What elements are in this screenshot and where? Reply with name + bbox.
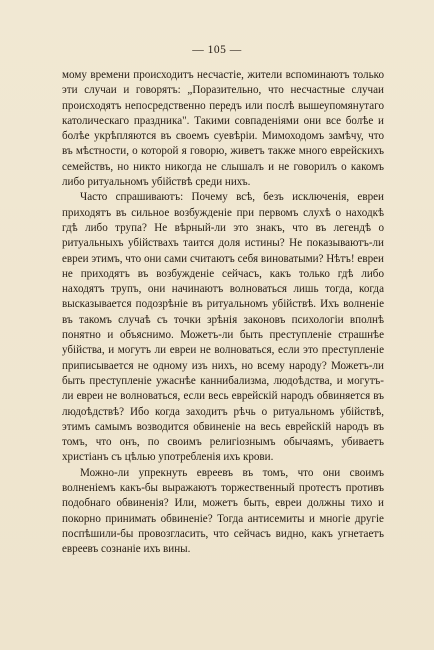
paragraph-1: мому времени происходитъ несчастіе, жители вспоминаютъ только эти случаи и говорятъ: „Поразительно, что несчастные случаи происходятъ непосредственно передъ или послѣ вышеупомянутаго католическаго праздника". Такими совпаденіями они все болѣе и болѣе укрѣпляются въ своемъ суевѣріи. Мимоходомъ замѣчу, что въ мѣстности, о которой я говорю, живетъ также много еврейскихъ семействъ, но никто никогда не слышалъ и не говорилъ о какомъ либо ритуальномъ убійствѣ среди нихъ. bbox=[62, 69, 384, 189]
paragraph-3: Можно-ли упрекнуть евреевъ въ томъ, что они своимъ волненіемъ какъ-бы выражаютъ торжественный протестъ противъ подобнаго обвиненія? Или, можетъ быть, евреи должны тихо и покорно принимать обвиненіе? Тогда антисемиты и многіе другіе поспѣшили-бы провозгласить, что сейчасъ видно, какъ угнетаетъ евреевъ сознаніе ихъ вины. bbox=[62, 466, 384, 556]
paragraph-2: Часто спрашиваютъ: Почему всѣ, безъ исключенія, евреи приходятъ въ сильное возбужденіе при первомъ слухѣ о находкѣ гдѣ либо трупа? Не вѣрный-ли это знакъ, что въ легендѣ о ритуальныхъ убійствахъ таится доля истины? Не показываютъ-ли евреи этимъ, что они сами считаютъ себя виноватыми? Нѣтъ! евреи не приходятъ въ возбужденіе сейчасъ, какъ только гдѣ либо находятъ трупъ, они начинаютъ волноваться лишь тогда, когда высказывается подозрѣніе въ ритуальномъ убійствѣ. Ихъ волненіе въ такомъ случаѣ съ точки зрѣнія законовъ психологіи вполнѣ понятно и объяснимо. Можетъ-ли быть преступленіе страшнѣе убійства, и могутъ ли евреи не волноваться, если это преступленіе приписывается не одному изъ нихъ, но всему народу? Можетъ-ли быть преступленіе ужаснѣе каннибализма, людоѣдства, и могутъ-ли евреи не волноваться, если весь еврейскій народъ обвиняется въ людоѣдствѣ? Ибо когда заходитъ рѣчь о ритуальномъ убійствѣ, этимъ самымъ возводится обвиненіе на весь еврейскій народъ въ томъ, что онъ, по своимъ религіознымъ обычаямъ, убиваетъ христіанъ съ цѣлью употребленія ихъ крови. bbox=[62, 191, 384, 464]
body-text bbox=[62, 68, 384, 558]
page-number: — 105 — bbox=[192, 44, 242, 56]
